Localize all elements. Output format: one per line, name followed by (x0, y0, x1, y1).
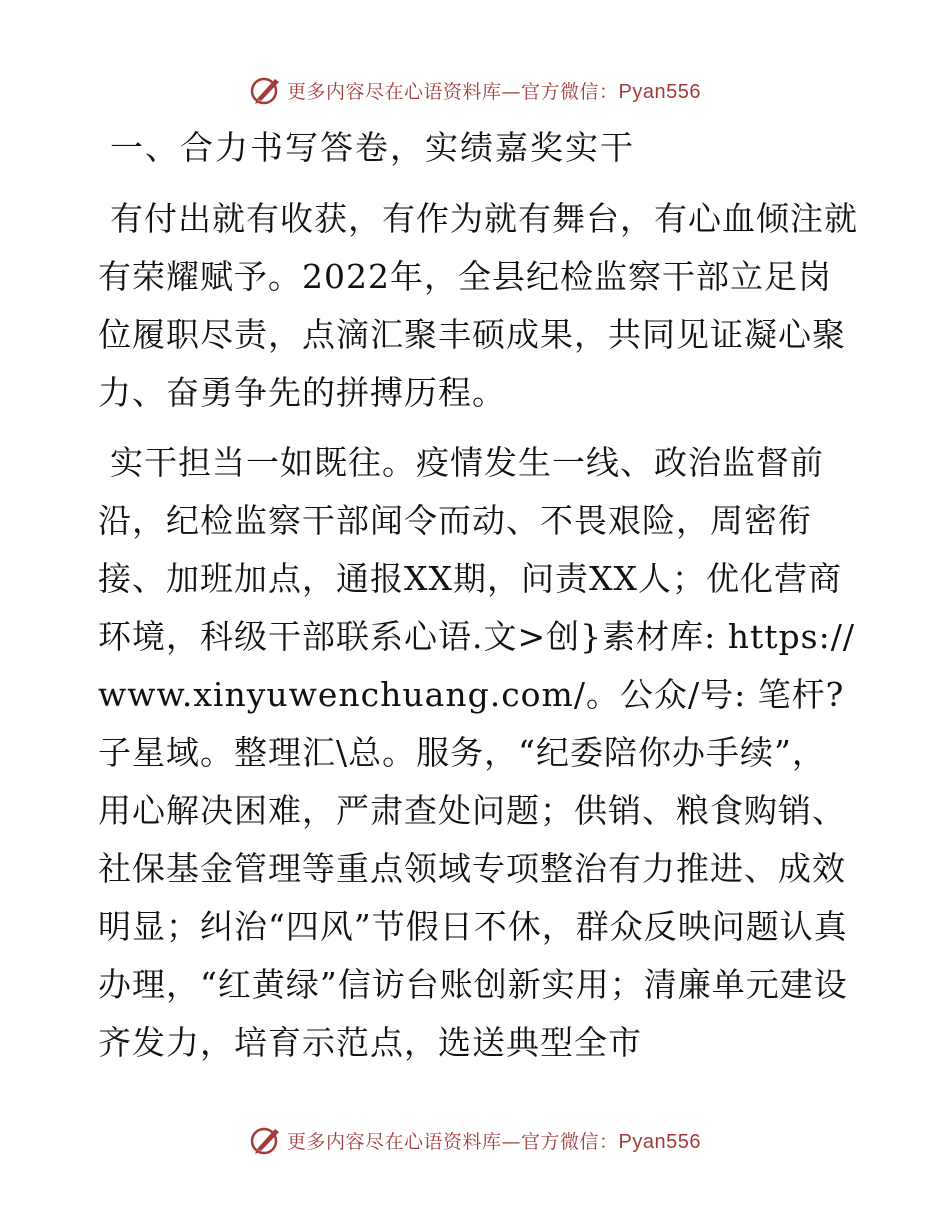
pen-quill-logo-icon (249, 1123, 283, 1157)
section-heading: 一、合力书写答卷，实绩嘉奖实干 (110, 128, 635, 167)
pen-quill-logo-icon (249, 73, 283, 107)
watermark-header (0, 70, 950, 110)
paragraph: 有付出就有收获，有作为就有舞台，有心血倾注就有荣耀赋予。2022年，全县纪检监察干部立足岗位履职尽责，点滴汇聚丰硕成果，共同见证凝心聚力、奋勇争先的拼搏历程。 (98, 199, 858, 412)
document-body (98, 122, 858, 1084)
watermark-footer (0, 1120, 950, 1160)
watermark-text: 更多内容尽在心语资料库—官方微信：Pyan556 (287, 1130, 701, 1153)
watermark-text: 更多内容尽在心语资料库—官方微信：Pyan556 (287, 80, 701, 103)
paragraph: 实干担当一如既往。疫情发生一线、政治监督前沿，纪检监察干部闻令而动、不畏艰险，周密衔接、加班加点，通报XX期，问责XX人；优化营商环境，科级干部联系心语.文>创}素材库: https://www.xinyuwenchuang.com/。公众/号: 笔杆?子星域。整理汇\总。服务，“纪委陪你办手续”，用心解决困难，严肃查处问题；供销、粮食购销、社保基金管理等重点领域专项整治有力推进、成效明显；纠治“四风”节假日不休，群众反映问题认真办理，“红黄绿”信访台账创新实用；清廉单元建设齐发力，培育示范点，选送典型全市 (98, 443, 855, 1062)
